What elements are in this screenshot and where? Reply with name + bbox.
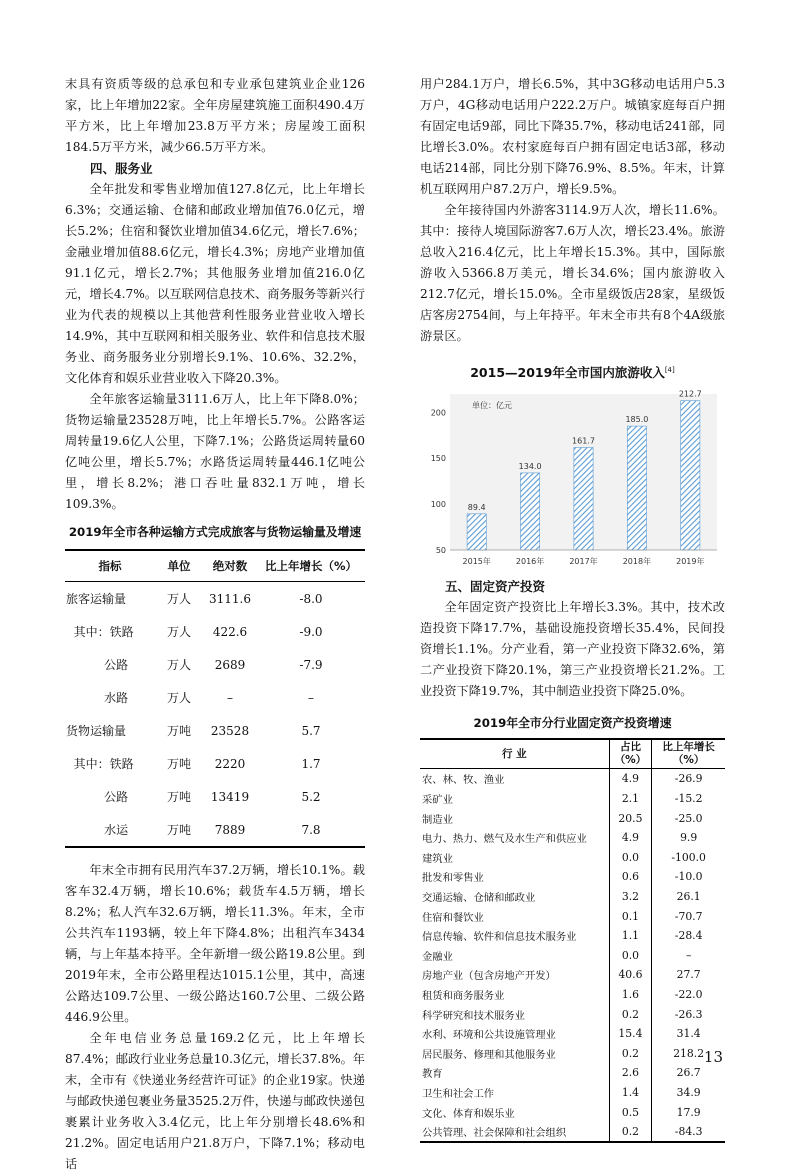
bar-value-label: 134.0	[518, 462, 542, 472]
indicator-cell: 公路	[66, 790, 129, 804]
growth-cell: 7.8	[301, 822, 321, 837]
y-tick-label: 150	[430, 454, 446, 464]
paragraph-investment: 全年固定资产投资比上年增长3.3%。其中，技术改造投资下降17.7%，基础设施投资增长35.4%，民间投资增长1.1%。分产业看，第一产业投资下降32.6%，第二产业投资下降20.1%，第三产业投资增长21.2%。工业投资下降19.7%，其中制造业投资下降25.0%。	[420, 600, 725, 699]
table-row	[420, 1083, 725, 1103]
industry-cell: 制造业	[420, 808, 609, 828]
industry-cell: 水利、环境和公共设施管理业	[420, 1024, 609, 1044]
table-row	[420, 926, 725, 946]
investment-table	[420, 738, 725, 1143]
column-header: 单位	[155, 550, 203, 582]
industry-cell: 居民服务、修理和其他服务业	[420, 1043, 609, 1063]
value-cell: 23528	[210, 723, 250, 738]
share-cell: 0.2	[609, 1004, 652, 1024]
share-cell: 0.5	[609, 1102, 652, 1122]
unit-label: 单位：亿元	[472, 401, 512, 411]
indicator-cell: 水运	[66, 823, 129, 837]
y-tick-label: 200	[430, 408, 446, 418]
chart-title-note: [4]	[664, 366, 675, 374]
industry-cell: 房地产业（包含房地产开发）	[420, 965, 609, 985]
bar	[467, 514, 486, 550]
industry-cell: 金融业	[420, 946, 609, 966]
indicator-cell: 货物运输量	[66, 724, 127, 738]
table-row	[420, 1102, 725, 1122]
growth-cell: 26.7	[676, 1066, 701, 1080]
value-cell: 3111.6	[209, 591, 251, 606]
share-cell: 0.2	[609, 1043, 652, 1063]
growth-cell: –	[308, 690, 314, 705]
growth-cell: -70.7	[674, 909, 703, 923]
unit-cell: 万人	[166, 592, 191, 606]
table-row	[65, 681, 365, 714]
growth-cell: -25.0	[674, 811, 703, 825]
section-heading-services: 四、服务业	[90, 161, 153, 176]
x-tick-label: 2015年	[462, 557, 491, 567]
table-header-row	[65, 550, 365, 582]
industry-cell: 科学研究和技术服务业	[420, 1004, 609, 1024]
growth-cell: -100.0	[671, 850, 706, 864]
indicator-cell: 其中：铁路	[66, 625, 134, 639]
investment-table-title: 2019年全市分行业固定资产投资增速	[473, 716, 672, 731]
table-row	[420, 985, 725, 1005]
value-cell: 13419	[210, 789, 250, 804]
column-header: 比上年增长 （%）	[652, 739, 725, 769]
growth-cell: -28.4	[674, 929, 703, 943]
growth-cell: -8.0	[299, 591, 323, 606]
industry-cell: 电力、热力、燃气及水生产和供应业	[420, 828, 609, 848]
growth-cell: 218.2	[673, 1046, 705, 1060]
table-row	[65, 582, 365, 616]
unit-cell: 万吨	[166, 823, 191, 837]
growth-cell: 5.7	[301, 723, 321, 738]
value-cell: 7889	[214, 822, 246, 837]
unit-cell: 万吨	[166, 790, 191, 804]
industry-cell: 租赁和商务服务业	[420, 985, 609, 1005]
y-tick-label: 100	[430, 500, 446, 510]
unit-cell: 万人	[166, 625, 191, 639]
chart-svg	[420, 382, 725, 572]
growth-cell: 9.9	[680, 831, 698, 845]
bar-value-label: 212.7	[678, 389, 702, 399]
bar-value-label: 185.0	[625, 415, 649, 425]
indicator-cell: 公路	[66, 658, 129, 672]
bar-value-label: 161.7	[572, 436, 595, 446]
bar	[520, 473, 539, 550]
paragraph-transport: 全年旅客运输量3111.6万人，比上年下降8.0%；货物运输量23528万吨，比上年增长5.7%。公路客运周转量19.6亿人公里，下降7.1%；公路货运周转量60亿吨公里，增长5.7%；水路货运周转量446.1亿吨公里，增长8.2%；港口吞吐量832.1万吨，增长109.3%。	[65, 392, 365, 511]
share-cell: 0.0	[609, 946, 652, 966]
share-cell: 0.1	[609, 906, 652, 926]
unit-cell: 万人	[166, 691, 191, 705]
growth-cell: 34.9	[676, 1085, 701, 1099]
bar	[627, 426, 646, 550]
transport-table-title: 2019年全市各种运输方式完成旅客与货物运输量及增速	[68, 525, 362, 539]
table-row	[65, 648, 365, 681]
table-row	[65, 813, 365, 847]
table-header-row	[420, 739, 725, 769]
bar	[574, 448, 593, 551]
growth-cell: -26.9	[674, 772, 703, 786]
paragraph-construction-end: 末具有资质等级的总承包和专业承包建筑业企业126家，比上年增加22家。全年房屋建筑施工面积490.4万平方米，比上年增加23.8万平方米；房屋竣工面积184.5万平方米，减少66.5万平方米。	[65, 77, 365, 154]
share-cell: 2.1	[609, 789, 652, 809]
growth-cell: -7.9	[299, 657, 323, 672]
growth-cell: -22.0	[674, 987, 703, 1001]
share-cell: 20.5	[609, 808, 652, 828]
table-row	[420, 1122, 725, 1143]
column-header: 比上年增长（%）	[257, 550, 365, 582]
share-cell: 4.9	[609, 828, 652, 848]
growth-cell: 26.1	[676, 890, 701, 904]
table-row	[65, 747, 365, 780]
growth-cell: -10.0	[674, 870, 703, 884]
table-row	[420, 789, 725, 809]
growth-cell: -9.0	[299, 624, 323, 639]
value-cell: –	[227, 690, 233, 705]
right-column	[420, 74, 725, 1143]
paragraph-mobile-users: 用户284.1万户，增长6.5%，其中3G移动电话用户5.3万户，4G移动电话用户222.2万户。城镇家庭每百户拥有固定电话9部，同比下降35.7%，移动电话241部，同比增长3.0%。农村家庭每百户拥有固定电话3部，移动电话214部，同比分别下降76.9%、8.5%。年末，计算机互联网用户87.2万户，增长9.5%。	[420, 77, 725, 196]
paragraph-tourism: 全年接待国内外游客3114.9万人次，增长11.6%。其中：接待人境国际游客7.6万人次，增长23.4%。旅游总收入216.4亿元，比上年增长15.3%。其中，国际旅游收入5366.8万美元，增长34.6%；国内旅游收入212.7亿元，增长15.0%。全市星级饭店28家，星级饭店客房2754间，与上年持平。年末全市共有8个4A级旅游景区。	[420, 203, 725, 343]
tourism-income-chart	[420, 382, 725, 572]
growth-cell: -84.3	[674, 1125, 703, 1139]
industry-cell: 信息传输、软件和信息技术服务业	[420, 926, 609, 946]
share-cell: 0.6	[609, 867, 652, 887]
table-row	[420, 946, 725, 966]
industry-cell: 卫生和社会工作	[420, 1083, 609, 1103]
value-cell: 2220	[214, 756, 246, 771]
growth-cell: -15.2	[674, 792, 703, 806]
table-row	[420, 1004, 725, 1024]
value-cell: 2689	[214, 657, 246, 672]
share-cell: 1.6	[609, 985, 652, 1005]
x-tick-label: 2016年	[515, 557, 545, 567]
share-cell: 3.2	[609, 887, 652, 907]
table-row	[420, 828, 725, 848]
table-row	[420, 848, 725, 868]
table-row	[420, 769, 725, 789]
chart-title	[420, 361, 725, 382]
paragraph-vehicles: 年末全市拥有民用汽车37.2万辆，增长10.1%。载客车32.4万辆，增长10.6%；载货车4.5万辆，增长8.2%；私人汽车32.6万辆，增长11.3%。年末，全市公共汽车1193辆，较上年下降4.8%；出租汽车3434辆，与上年基本持平。全年新增一级公路19.8公里。到2019年末，全市公路里程达1015.1公里，其中，高速公路达109.7公里、一级公路达160.7公里、二级公路446.9公里。	[65, 863, 365, 1024]
growth-cell: -26.3	[674, 1007, 703, 1021]
industry-cell: 交通运输、仓储和邮政业	[420, 887, 609, 907]
indicator-cell: 水路	[66, 691, 129, 705]
x-tick-label: 2019年	[676, 557, 705, 567]
share-cell: 4.9	[609, 769, 652, 789]
column-header: 占比 （%）	[609, 739, 652, 769]
growth-cell: –	[685, 948, 692, 962]
growth-cell: 17.9	[676, 1105, 701, 1119]
column-header: 行 业	[420, 739, 609, 769]
industry-cell: 教育	[420, 1063, 609, 1083]
transport-table	[65, 549, 365, 848]
table-row	[420, 1024, 725, 1044]
column-header: 绝对数	[203, 550, 257, 582]
industry-cell: 文化、体育和娱乐业	[420, 1102, 609, 1122]
industry-cell: 建筑业	[420, 848, 609, 868]
left-column	[65, 74, 365, 1175]
table-row	[420, 1063, 725, 1083]
table-row	[420, 965, 725, 985]
page-number: 13	[703, 1048, 723, 1066]
x-tick-label: 2018年	[622, 557, 652, 567]
growth-cell: 1.7	[301, 756, 321, 771]
unit-cell: 万吨	[166, 757, 191, 771]
industry-cell: 公共管理、社会保障和社会组织	[420, 1122, 609, 1143]
share-cell: 40.6	[609, 965, 652, 985]
table-row	[420, 906, 725, 926]
table-row	[420, 808, 725, 828]
share-cell: 1.4	[609, 1083, 652, 1103]
table-row	[65, 714, 365, 747]
table-row	[65, 780, 365, 813]
paragraph-telecom: 全年电信业务总量169.2亿元，比上年增长87.4%；邮政行业业务总量10.3亿元，增长37.8%。年末，全市有《快递业务经营许可证》的企业19家。快递与邮政快递包裹业务量3525.2万件，快递与邮政快递包裹累计业务收入3.4亿元，比上年分别增长48.6%和21.2%。固定电话用户21.8万户，下降7.1%；移动电话	[65, 1031, 365, 1171]
industry-cell: 采矿业	[420, 789, 609, 809]
chart-title-text: 2015—2019年全市国内旅游收入	[470, 365, 665, 381]
growth-cell: 27.7	[676, 968, 701, 982]
share-cell: 15.4	[609, 1024, 652, 1044]
industry-cell: 住宿和餐饮业	[420, 906, 609, 926]
industry-cell: 农、林、牧、渔业	[420, 769, 609, 789]
share-cell: 1.1	[609, 926, 652, 946]
table-row	[65, 615, 365, 648]
indicator-cell: 旅客运输量	[66, 592, 127, 606]
table-row	[420, 887, 725, 907]
column-header: 指标	[65, 550, 155, 582]
y-tick-label: 50	[435, 546, 446, 556]
share-cell: 2.6	[609, 1063, 652, 1083]
unit-cell: 万吨	[166, 724, 191, 738]
bar	[681, 401, 700, 550]
x-tick-label: 2017年	[569, 557, 598, 567]
share-cell: 0.2	[609, 1122, 652, 1143]
paragraph-services: 全年批发和零售业增加值127.8亿元，比上年增长6.3%；交通运输、仓储和邮政业增加值76.0亿元，增长5.2%；住宿和餐饮业增加值34.6亿元，增长7.6%；金融业增加值88.6亿元，增长4.3%；房地产业增加值91.1亿元，增长2.7%；其他服务业增加值216.0亿元，增长4.7%。以互联网信息技术、商务服务等新兴行业为代表的规模以上其他营利性服务业营业收入增长14.9%，其中互联网和相关服务业、软件和信息技术服务业、商务服务业分别增长9.1%、10.6%、32.2%，文化体育和娱乐业营业收入下降20.3%。	[65, 182, 365, 385]
section-heading-investment: 五、固定资产投资	[445, 579, 546, 595]
unit-cell: 万人	[166, 658, 191, 672]
growth-cell: 31.4	[676, 1027, 701, 1041]
table-row	[420, 867, 725, 887]
value-cell: 422.6	[212, 624, 248, 639]
bar-value-label: 89.4	[467, 503, 486, 513]
industry-cell: 批发和零售业	[420, 867, 609, 887]
table-row	[420, 1043, 725, 1063]
growth-cell: 5.2	[301, 789, 321, 804]
indicator-cell: 其中：铁路	[66, 757, 134, 771]
share-cell: 0.0	[609, 848, 652, 868]
